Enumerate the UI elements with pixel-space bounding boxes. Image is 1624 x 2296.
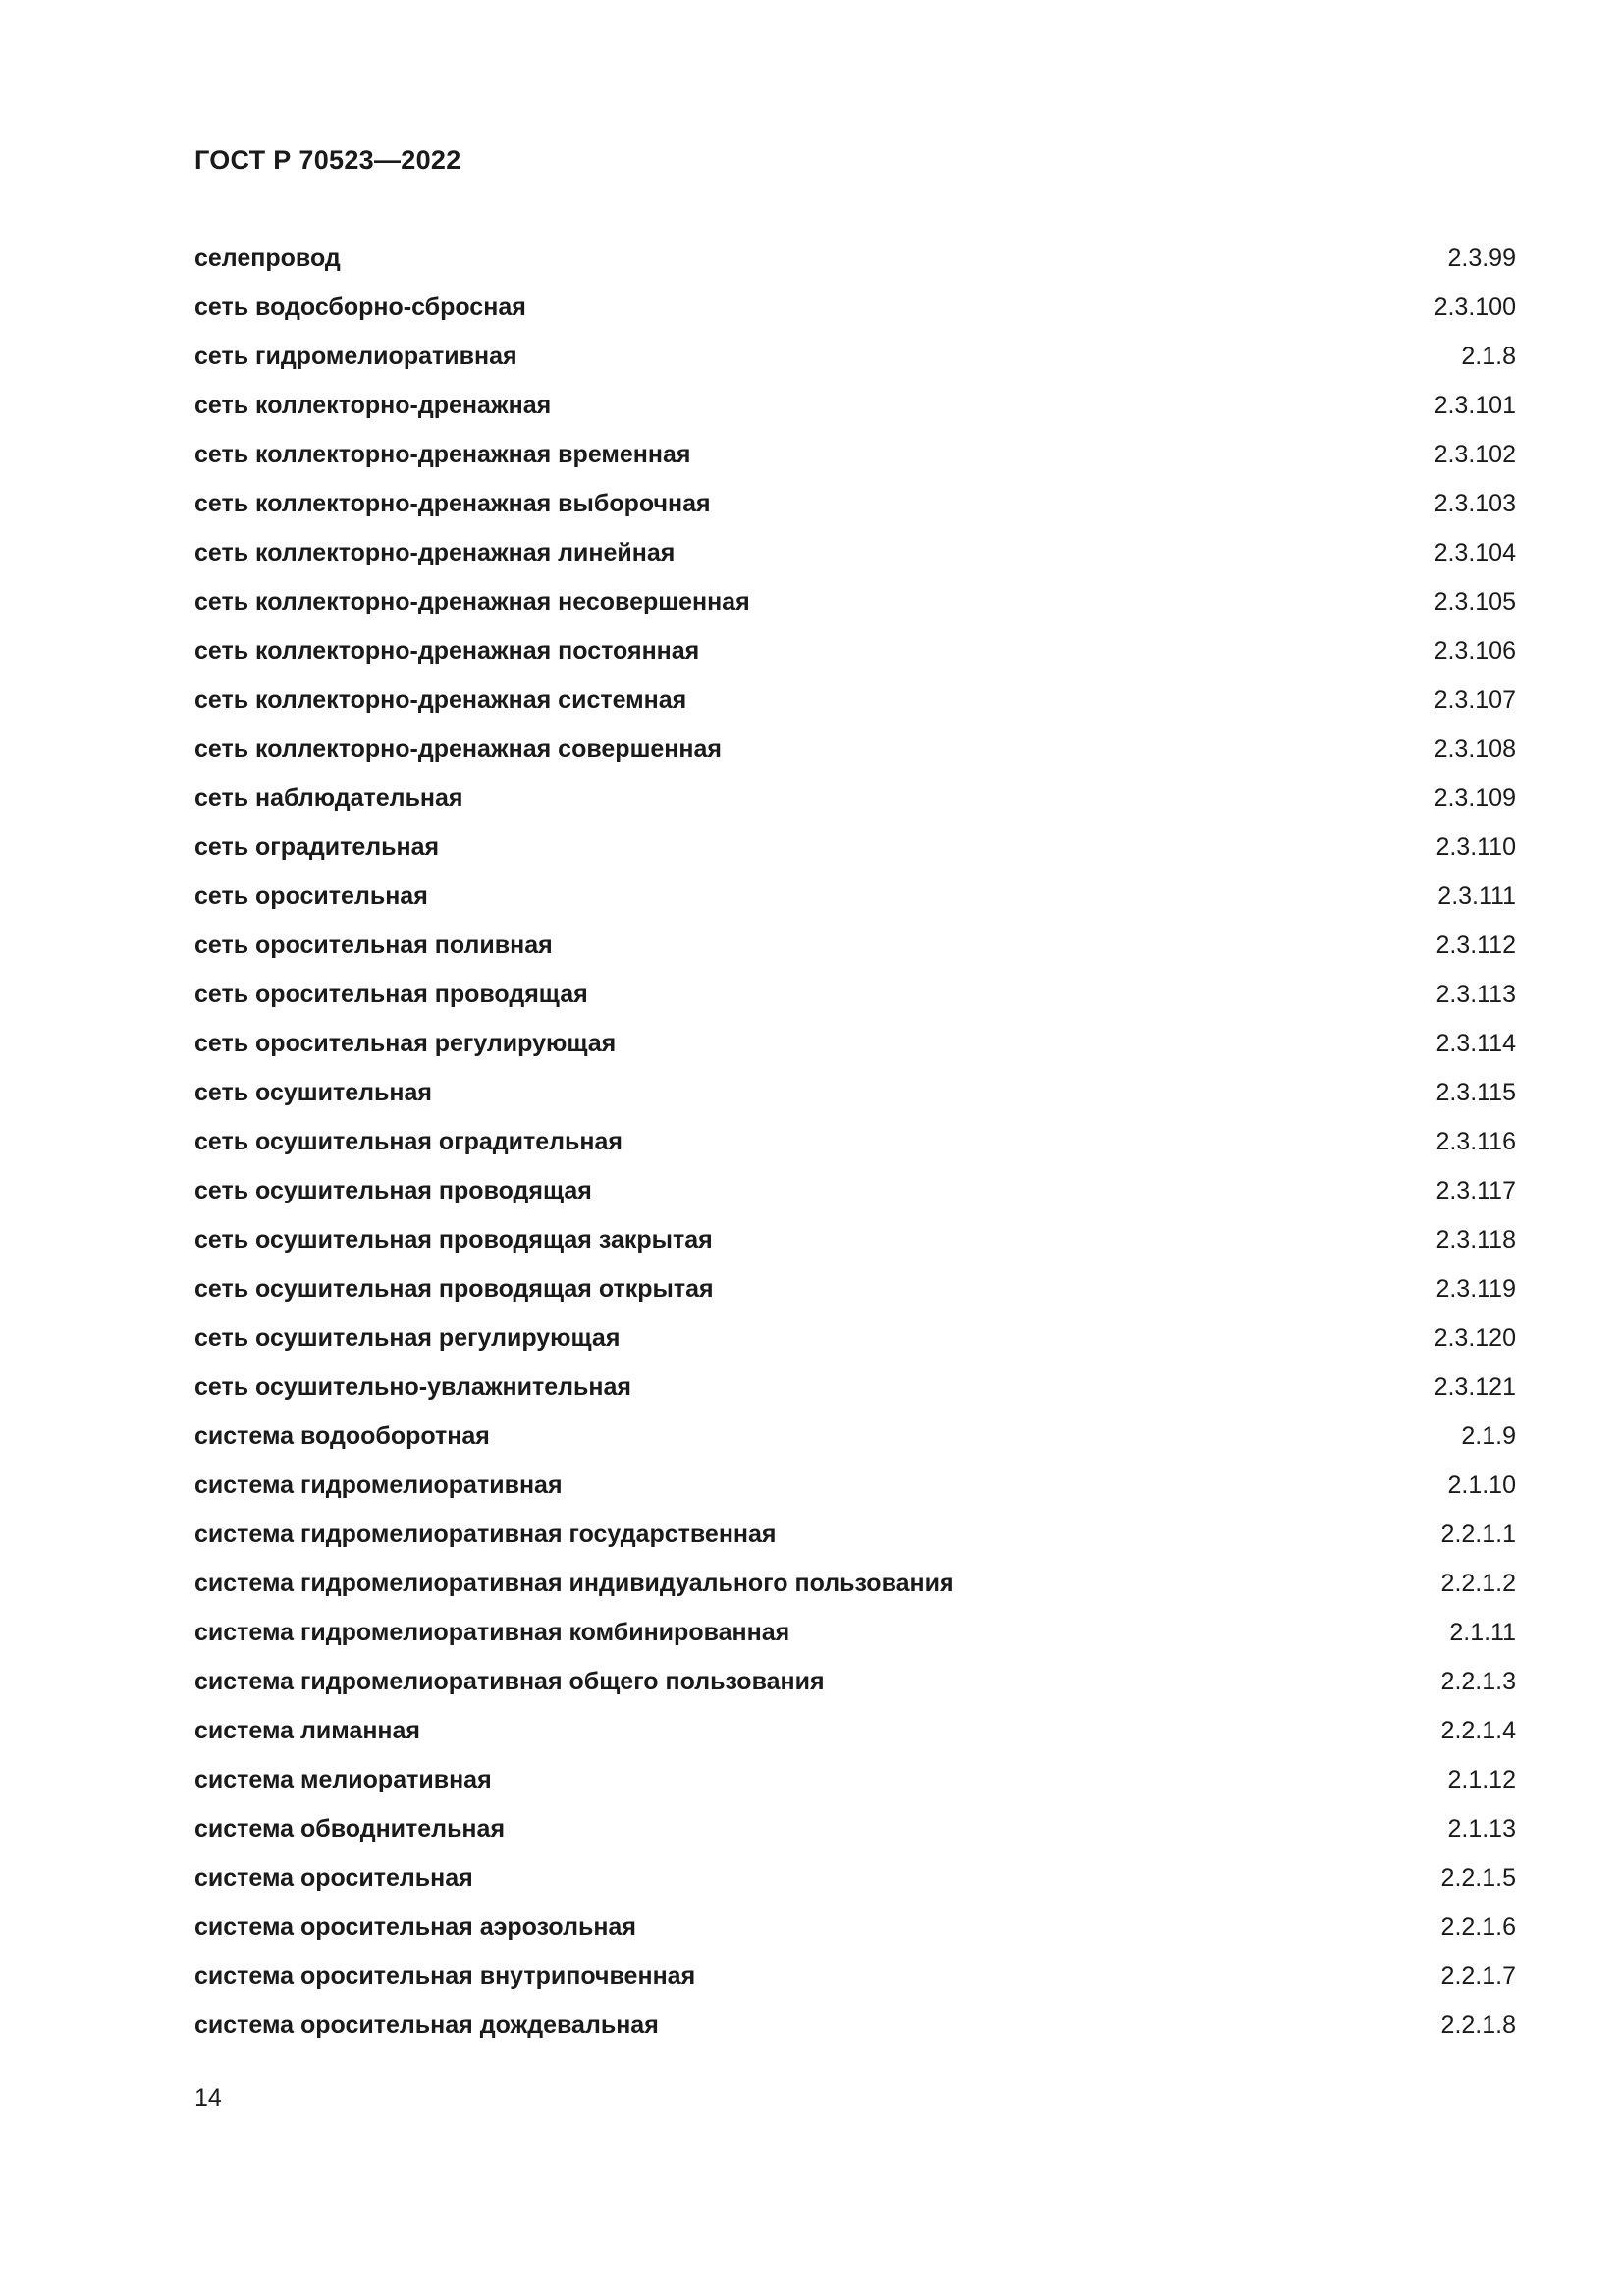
index-reference: 2.3.110 — [1435, 833, 1516, 861]
index-entry — [194, 931, 1516, 980]
index-reference: 2.3.105 — [1434, 588, 1516, 615]
index-entry — [194, 685, 1516, 734]
index-entry — [194, 783, 1516, 832]
index-entry — [194, 587, 1516, 636]
index-entry — [194, 734, 1516, 783]
index-reference: 2.1.8 — [1461, 343, 1516, 370]
index-reference: 2.3.116 — [1435, 1128, 1516, 1155]
index-reference: 2.2.1.3 — [1440, 1668, 1516, 1695]
index-reference: 2.2.1.8 — [1440, 2011, 1516, 2039]
index-reference: 2.3.112 — [1435, 932, 1516, 959]
page-number: 14 — [194, 2084, 222, 2111]
index-entry — [194, 243, 1516, 293]
index-term: сеть коллекторно-дренажная системная — [194, 686, 687, 714]
index-term: сеть осушительная — [194, 1079, 432, 1106]
index-entry — [194, 538, 1516, 587]
index-reference: 2.2.1.4 — [1440, 1717, 1516, 1744]
index-entry — [194, 2010, 1516, 2059]
index-entry — [194, 1863, 1516, 1912]
index-entry — [194, 1912, 1516, 1961]
index-term: сеть оросительная поливная — [194, 932, 553, 959]
index-entry — [194, 1372, 1516, 1421]
index-term: система мелиоративная — [194, 1766, 492, 1793]
index-entry — [194, 1176, 1516, 1225]
index-term: сеть осушительная регулирующая — [194, 1324, 621, 1352]
index-term: сеть оградительная — [194, 833, 440, 861]
index-term: сеть оросительная — [194, 882, 428, 910]
index-term: система гидромелиоративная — [194, 1471, 563, 1499]
index-entry — [194, 1765, 1516, 1814]
index-term: сеть осушительная оградительная — [194, 1128, 623, 1155]
index-entry — [194, 391, 1516, 440]
index-entry — [194, 636, 1516, 685]
index-term: селепровод — [194, 244, 341, 272]
index-entry — [194, 881, 1516, 931]
index-entry — [194, 1421, 1516, 1470]
index-entry — [194, 1667, 1516, 1716]
index-reference: 2.1.9 — [1461, 1422, 1516, 1450]
index-reference: 2.3.118 — [1435, 1226, 1516, 1254]
index-reference: 2.3.108 — [1434, 735, 1516, 763]
index-term: система оросительная внутрипочвенная — [194, 1962, 696, 1990]
index-entry — [194, 1618, 1516, 1667]
document-code-header: ГОСТ Р 70523—2022 — [194, 145, 461, 175]
index-term: сеть осушительная проводящая открытая — [194, 1275, 714, 1303]
index-reference: 2.3.109 — [1434, 784, 1516, 812]
index-reference: 2.3.107 — [1434, 686, 1516, 714]
index-reference: 2.3.104 — [1434, 539, 1516, 566]
index-term: система гидромелиоративная комбинированная — [194, 1619, 790, 1646]
index-entry — [194, 1716, 1516, 1765]
index-entry — [194, 440, 1516, 489]
index-term: система оросительная — [194, 1864, 473, 1892]
index-entry — [194, 1078, 1516, 1127]
index-term: сеть наблюдательная — [194, 784, 463, 812]
index-reference: 2.3.101 — [1434, 392, 1516, 419]
index-reference: 2.3.114 — [1435, 1030, 1516, 1057]
index-term: сеть осушительная проводящая закрытая — [194, 1226, 713, 1254]
index-reference: 2.3.121 — [1434, 1373, 1516, 1401]
index-reference: 2.2.1.7 — [1440, 1962, 1516, 1990]
index-entry — [194, 1814, 1516, 1863]
index-reference: 2.1.13 — [1447, 1815, 1516, 1842]
index-term: сеть коллекторно-дренажная — [194, 392, 552, 419]
index-term: сеть коллекторно-дренажная временная — [194, 441, 691, 468]
index-term: система оросительная аэрозольная — [194, 1913, 636, 1941]
index-entry — [194, 1323, 1516, 1372]
index-entry — [194, 832, 1516, 881]
index-reference: 2.3.117 — [1435, 1177, 1516, 1204]
index-term: сеть коллекторно-дренажная выборочная — [194, 490, 711, 517]
index-reference: 2.3.99 — [1447, 244, 1516, 272]
index-term: сеть коллекторно-дренажная совершенная — [194, 735, 722, 763]
index-entry — [194, 293, 1516, 342]
index-reference: 2.3.100 — [1434, 294, 1516, 321]
index-term: сеть гидромелиоративная — [194, 343, 517, 370]
index-reference: 2.3.113 — [1435, 981, 1516, 1008]
index-term: сеть водосборно-сбросная — [194, 294, 526, 321]
index-reference: 2.3.119 — [1435, 1275, 1516, 1303]
index-reference: 2.3.120 — [1434, 1324, 1516, 1352]
index-reference: 2.3.115 — [1435, 1079, 1516, 1106]
index-entry — [194, 1470, 1516, 1520]
index-entry — [194, 1274, 1516, 1323]
index-reference: 2.3.106 — [1434, 637, 1516, 665]
index-term: сеть коллекторно-дренажная несовершенная — [194, 588, 750, 615]
index-reference: 2.1.11 — [1449, 1619, 1516, 1646]
index-term: система гидромелиоративная индивидуального пользования — [194, 1570, 954, 1597]
index-reference: 2.1.12 — [1447, 1766, 1516, 1793]
index-reference: 2.3.102 — [1434, 441, 1516, 468]
index-term: система гидромелиоративная общего пользования — [194, 1668, 825, 1695]
index-term: система оросительная дождевальная — [194, 2011, 659, 2039]
index-entry — [194, 1225, 1516, 1274]
index-term: сеть коллекторно-дренажная линейная — [194, 539, 676, 566]
index-term: сеть коллекторно-дренажная постоянная — [194, 637, 700, 665]
index-entry — [194, 1569, 1516, 1618]
index-entry — [194, 342, 1516, 391]
index-entry — [194, 489, 1516, 538]
index-entry — [194, 980, 1516, 1029]
index-reference: 2.2.1.5 — [1440, 1864, 1516, 1892]
index-term: сеть осушительная проводящая — [194, 1177, 592, 1204]
index-term: система лиманная — [194, 1717, 421, 1744]
index-term: система водооборотная — [194, 1422, 490, 1450]
index-reference: 2.2.1.1 — [1440, 1521, 1516, 1548]
index-term: сеть осушительно-увлажнительная — [194, 1373, 631, 1401]
index-term: сеть оросительная регулирующая — [194, 1030, 617, 1057]
index-entry — [194, 1520, 1516, 1569]
index-reference: 2.3.103 — [1434, 490, 1516, 517]
index-reference: 2.1.10 — [1447, 1471, 1516, 1499]
index-reference: 2.2.1.2 — [1440, 1570, 1516, 1597]
index-reference: 2.2.1.6 — [1440, 1913, 1516, 1941]
index-term: система гидромелиоративная государственная — [194, 1521, 777, 1548]
index-reference: 2.3.111 — [1437, 882, 1516, 910]
index-entry — [194, 1029, 1516, 1078]
index-entry — [194, 1961, 1516, 2010]
index-term: система обводнительная — [194, 1815, 506, 1842]
index-entry — [194, 1127, 1516, 1176]
term-index-list — [194, 243, 1516, 2059]
index-term: сеть оросительная проводящая — [194, 981, 588, 1008]
